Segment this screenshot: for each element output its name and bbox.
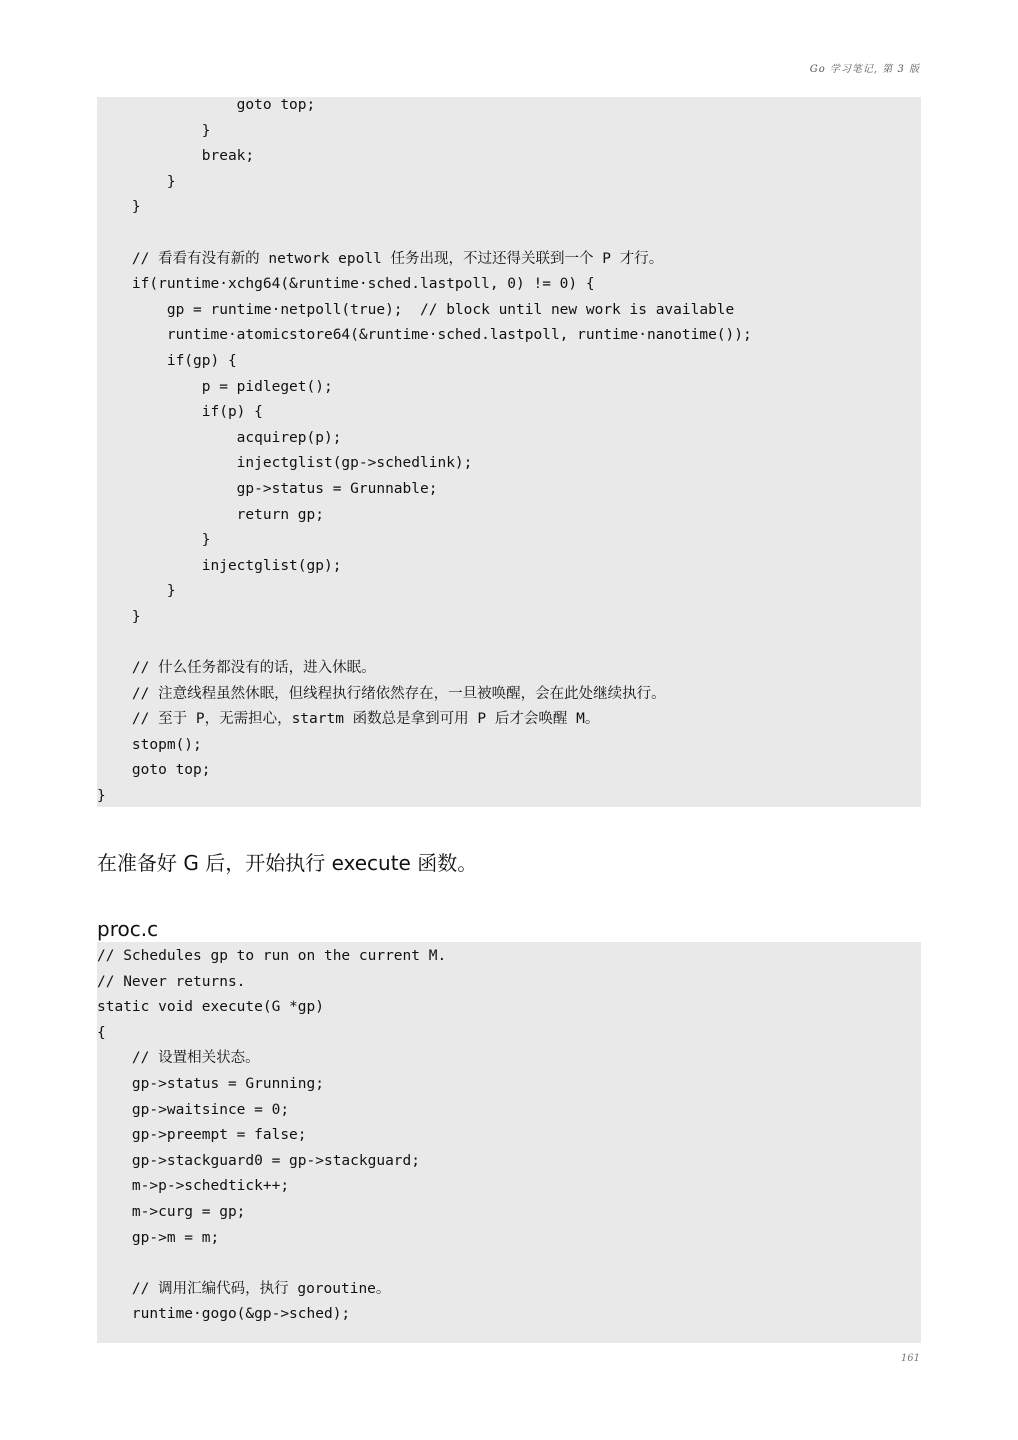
code-line: gp->status = Grunning; [97, 1075, 324, 1092]
code-line: } [97, 608, 141, 625]
code-line: } [97, 532, 211, 549]
code-block-findrunnable [97, 97, 921, 807]
code-line: // Schedules gp to run on the current M. [97, 948, 447, 964]
code-line: injectglist(gp->schedlink); [97, 455, 473, 472]
code-line: gp = runtime·netpoll(true); // block until new work is available [97, 301, 735, 318]
code-line: // 什么任务都没有的话，进入休眠。 [97, 660, 376, 677]
running-header: Go 学习笔记, 第 3 版 [809, 64, 920, 75]
code-line: } [97, 173, 176, 190]
page-number: 161 [900, 1353, 920, 1364]
code-line: gp->waitsince = 0; [97, 1101, 290, 1118]
code-line: gp->m = m; [97, 1229, 220, 1246]
code-line: // Never returns. [97, 973, 246, 990]
body-paragraph: 在准备好 G 后，开始执行 execute 函数。 [97, 851, 478, 875]
code-line [97, 221, 752, 247]
code-line: // 看看有没有新的 network epoll 任务出现，不过还得关联到一个 P 才行。 [97, 250, 664, 267]
code-lines [97, 93, 752, 810]
code-line: return gp; [97, 506, 324, 523]
code-line: // 设置相关状态。 [97, 1050, 260, 1067]
code-line [97, 1251, 446, 1277]
code-line: m->curg = gp; [97, 1203, 246, 1220]
code-line: // 至于 P，无需担心，startm 函数总是拿到可用 P 后才会唤醒 M。 [97, 711, 600, 728]
code-line: acquirep(p); [97, 429, 342, 446]
code-line: injectglist(gp); [97, 557, 342, 574]
code-line: if(runtime·xchg64(&runtime·sched.lastpoll, 0) != 0) { [97, 276, 595, 293]
code-line: gp->status = Grunnable; [97, 480, 438, 497]
code-line: stopm(); [97, 736, 202, 753]
code-line: m->p->schedtick++; [97, 1178, 290, 1195]
file-title: proc.c [97, 917, 159, 941]
code-line: gp->preempt = false; [97, 1127, 307, 1144]
code-line: break; [97, 148, 255, 165]
code-line: goto top; [97, 97, 316, 113]
code-line: } [97, 199, 141, 216]
code-line: // 注意线程虽然休眠，但线程执行绪依然存在，一旦被唤醒，会在此处继续执行。 [97, 685, 666, 702]
code-block-execute [97, 942, 921, 1343]
code-line: } [97, 583, 176, 600]
code-line: static void execute(G *gp) [97, 999, 324, 1016]
code-line [97, 630, 752, 656]
code-line: if(gp) { [97, 352, 237, 369]
code-line: gp->stackguard0 = gp->stackguard; [97, 1152, 421, 1169]
code-line: p = pidleget(); [97, 378, 333, 395]
code-line: } [97, 788, 106, 805]
code-line: { [97, 1024, 106, 1041]
code-line: // 调用汇编代码，执行 goroutine。 [97, 1280, 391, 1297]
code-line: } [97, 122, 211, 139]
code-lines [97, 944, 446, 1328]
code-line: runtime·atomicstore64(&runtime·sched.lastpoll, runtime·nanotime()); [97, 327, 752, 344]
code-line: runtime·gogo(&gp->sched); [97, 1306, 351, 1323]
code-line: goto top; [97, 762, 211, 779]
code-line: if(p) { [97, 404, 263, 421]
